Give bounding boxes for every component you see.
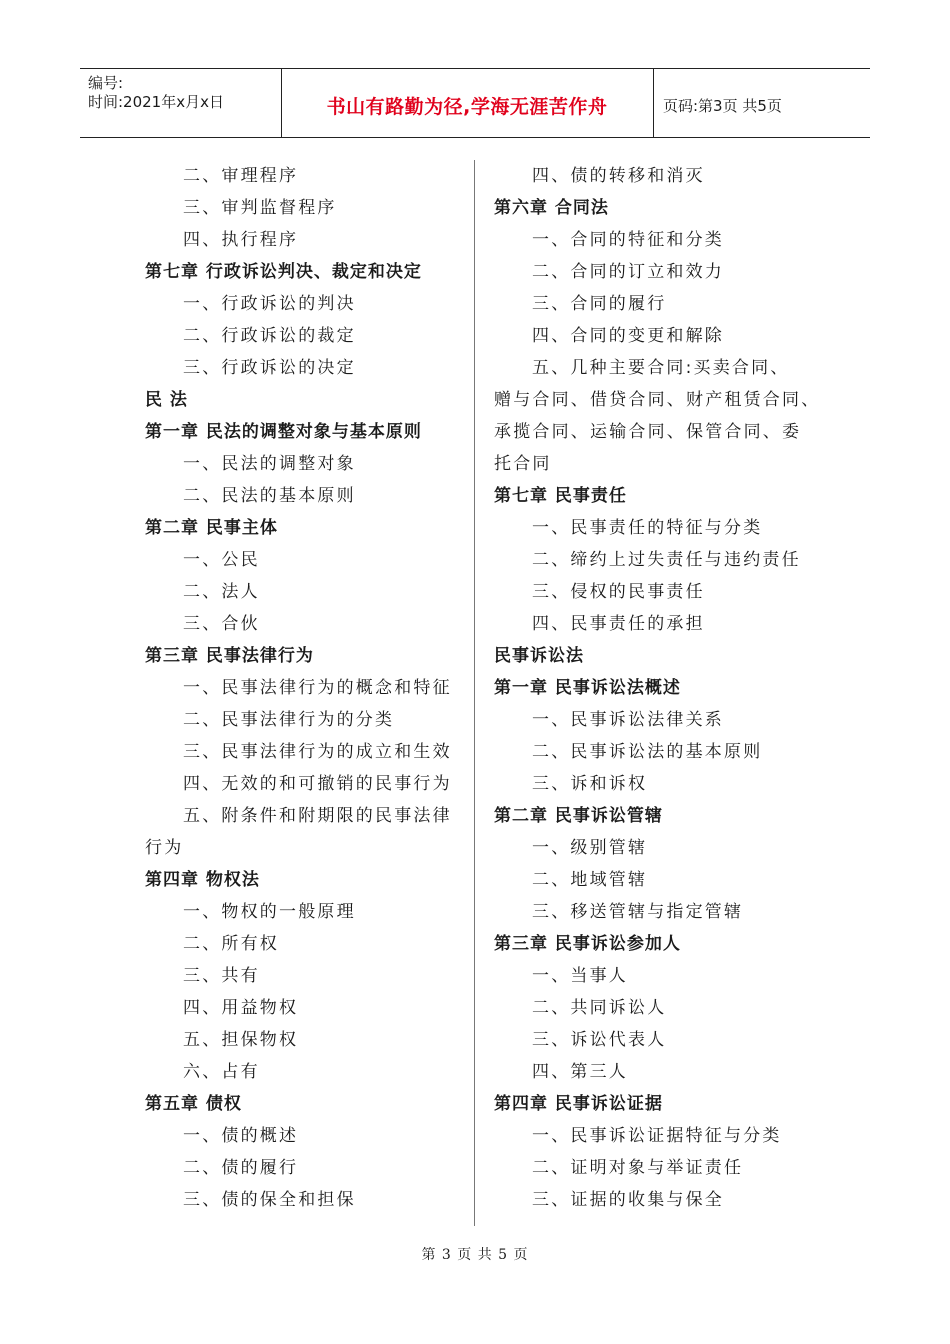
toc-item: 二、缔约上过失责任与违约责任 [532,550,801,570]
toc-item: 二、行政诉讼的裁定 [183,326,356,346]
right-column [494,160,821,1216]
toc-item: 四、执行程序 [183,230,299,250]
toc-item: 一、民事法律行为的概念和特征 [183,678,452,698]
toc-item: 三、诉和诉权 [532,774,648,794]
toc-item: 三、侵权的民事责任 [532,582,705,602]
toc-heading: 第四章 民事诉讼证据 [494,1094,663,1114]
toc-heading: 第五章 债权 [145,1094,242,1114]
document-number-label: 编号: [88,74,124,92]
toc-item: 二、合同的订立和效力 [532,262,724,282]
toc-item: 三、债的保全和担保 [183,1190,356,1210]
toc-item: 三、审判监督程序 [183,198,337,218]
toc-item: 一、民事诉讼法律关系 [532,710,724,730]
toc-item: 一、合同的特征和分类 [532,230,724,250]
toc-item-continuation: 赠与合同、借贷合同、财产租赁合同、 [494,390,821,410]
toc-item: 二、法人 [183,582,260,602]
toc-item: 三、共有 [183,966,260,986]
column-divider [474,160,475,1226]
toc-item: 二、民事诉讼法的基本原则 [532,742,763,762]
toc-item: 一、物权的一般原理 [183,902,356,922]
toc-heading: 民事诉讼法 [494,646,584,666]
toc-heading: 第六章 合同法 [494,198,609,218]
toc-item: 三、民事法律行为的成立和生效 [183,742,452,762]
toc-item: 三、证据的收集与保全 [532,1190,724,1210]
toc-item: 六、占有 [183,1062,260,1082]
toc-heading: 第二章 民事诉讼管辖 [494,806,663,826]
toc-item: 四、债的转移和消灭 [532,166,705,186]
toc-item: 三、诉讼代表人 [532,1030,667,1050]
toc-item-continuation: 托合同 [494,454,552,474]
toc-item: 一、民事责任的特征与分类 [532,518,763,538]
toc-item: 一、民法的调整对象 [183,454,356,474]
toc-item-continuation: 承揽合同、运输合同、保管合同、委 [494,422,802,442]
toc-heading: 第七章 行政诉讼判决、裁定和决定 [145,262,422,282]
header-motto: 书山有路勤为径,学海无涯苦作舟 [326,96,608,118]
toc-item: 二、所有权 [183,934,279,954]
toc-item: 四、用益物权 [183,998,299,1018]
toc-item: 五、担保物权 [183,1030,299,1050]
toc-item: 三、移送管辖与指定管辖 [532,902,744,922]
toc-item: 四、无效的和可撤销的民事行为 [183,774,452,794]
toc-item: 五、附条件和附期限的民事法律 [183,806,452,826]
toc-heading: 第一章 民法的调整对象与基本原则 [145,422,422,442]
header-motto-cell [281,69,654,137]
toc-item: 二、证明对象与举证责任 [532,1158,744,1178]
toc-item: 一、行政诉讼的判决 [183,294,356,314]
page-header [80,68,870,138]
left-column [145,160,465,1216]
toc-item: 一、民事诉讼证据特征与分类 [532,1126,782,1146]
toc-heading: 第七章 民事责任 [494,486,627,506]
document-date-label: 时间:2021年x月x日 [88,93,224,111]
toc-heading: 民 法 [145,390,188,410]
toc-heading: 第二章 民事主体 [145,518,278,538]
toc-item: 一、当事人 [532,966,628,986]
toc-item: 二、民事法律行为的分类 [183,710,395,730]
toc-item: 三、合伙 [183,614,260,634]
toc-heading: 第三章 民事法律行为 [145,646,314,666]
toc-heading: 第一章 民事诉讼法概述 [494,678,681,698]
toc-item-continuation: 行为 [145,838,184,858]
toc-item: 四、第三人 [532,1062,628,1082]
toc-item: 一、公民 [183,550,260,570]
toc-item: 二、民法的基本原则 [183,486,356,506]
toc-item: 三、行政诉讼的决定 [183,358,356,378]
toc-item: 三、合同的履行 [532,294,667,314]
toc-item: 二、审理程序 [183,166,299,186]
toc-item: 四、合同的变更和解除 [532,326,724,346]
toc-item: 二、地域管辖 [532,870,648,890]
header-page-cell [653,69,870,137]
toc-item: 四、民事责任的承担 [532,614,705,634]
toc-heading: 第三章 民事诉讼参加人 [494,934,681,954]
toc-item: 一、级别管辖 [532,838,648,858]
page-footer: 第 3 页 共 5 页 [421,1247,529,1263]
toc-item: 二、债的履行 [183,1158,299,1178]
header-page-info: 页码:第3页 共5页 [663,97,782,115]
header-info-cell [80,69,282,137]
toc-item: 二、共同诉讼人 [532,998,667,1018]
toc-heading: 第四章 物权法 [145,870,260,890]
toc-item: 五、几种主要合同:买卖合同、 [532,358,790,378]
toc-item: 一、债的概述 [183,1126,299,1146]
